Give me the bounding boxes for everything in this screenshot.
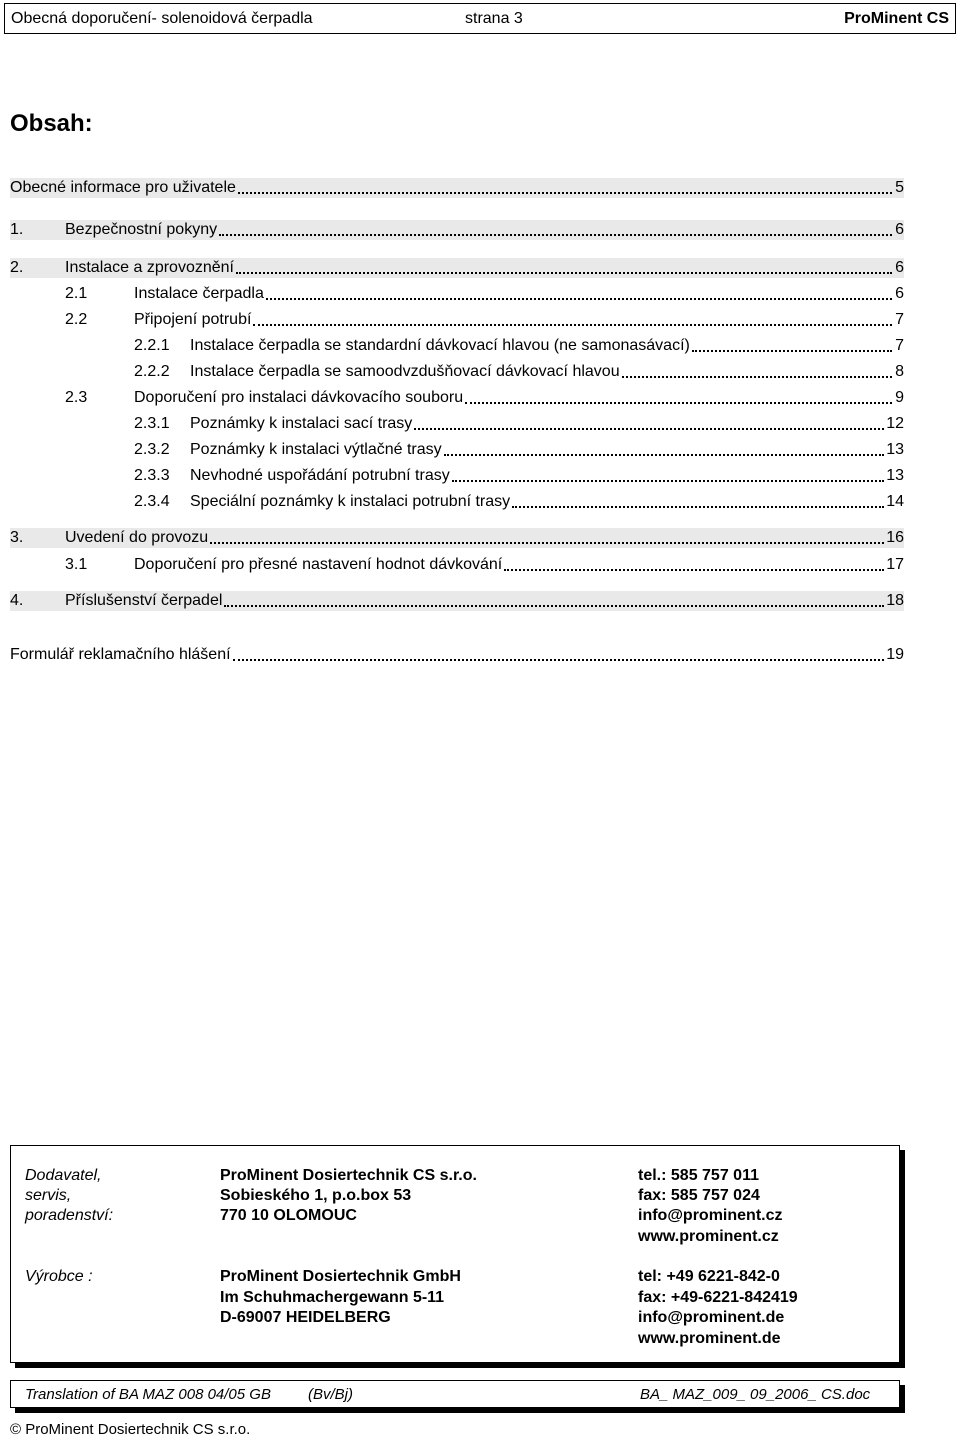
header-title: Obecná doporučení- solenoidová čerpadla	[11, 9, 313, 27]
toc-entry-number: 2.3.3	[134, 467, 170, 484]
contact-box	[10, 1145, 900, 1363]
toc-entry-page: 13	[886, 467, 904, 484]
toc-entry-number: 2.2	[65, 311, 88, 328]
toc-entry[interactable]	[10, 492, 904, 512]
toc-entry-number: 2.3.4	[134, 493, 170, 510]
toc-entry-label: Nevhodné uspořádání potrubní trasy	[190, 467, 450, 484]
maker-name: ProMinent Dosiertechnik GmbH	[220, 1268, 461, 1285]
toc-leader-dots	[692, 338, 892, 352]
toc-entry-number: 4.	[10, 592, 24, 609]
toc-entry[interactable]	[10, 388, 904, 408]
toc-entry-page: 16	[886, 529, 904, 546]
supplier-name: ProMinent Dosiertechnik CS s.r.o.	[220, 1167, 477, 1184]
supplier-label: servis,	[25, 1187, 72, 1204]
toc-entry-label: Bezpečnostní pokyny	[65, 221, 218, 238]
toc-entry-number: 2.3.1	[134, 415, 170, 432]
toc-entry-page: 9	[895, 389, 904, 406]
toc-entry-number: 2.2.2	[134, 363, 170, 380]
toc-leader-dots	[414, 416, 884, 430]
toc-entry-page: 18	[886, 592, 904, 609]
toc-leader-dots	[253, 312, 892, 326]
toc-leader-dots	[224, 593, 884, 607]
maker-web[interactable]: www.prominent.de	[638, 1330, 781, 1347]
toc-entry[interactable]	[10, 362, 904, 382]
supplier-tel: tel.: 585 757 011	[638, 1167, 759, 1184]
toc-entry[interactable]	[10, 414, 904, 434]
translation-authors: (Bv/Bj)	[308, 1385, 353, 1403]
toc-entry-label: Instalace čerpadla se standardní dávkovací hlavou (ne samonasávací)	[190, 337, 690, 354]
toc-entry-page: 19	[886, 646, 904, 663]
toc-entry[interactable]	[10, 310, 904, 330]
toc-entry[interactable]	[10, 258, 904, 278]
toc-entry-number: 2.	[10, 259, 24, 276]
translation-source: Translation of BA MAZ 008 04/05 GB	[25, 1385, 271, 1403]
toc-entry-label: Speciální poznámky k instalaci potrubní trasy	[190, 493, 511, 510]
toc-entry[interactable]	[10, 284, 904, 304]
toc-leader-dots	[444, 442, 885, 456]
toc-entry-page: 6	[895, 259, 904, 276]
toc-entry-label: Příslušenství čerpadel	[65, 592, 223, 609]
toc-entry-number: 3.1	[65, 556, 88, 573]
toc-leader-dots	[465, 390, 892, 404]
toc-entry[interactable]	[10, 440, 904, 460]
toc-entry-label: Instalace a zprovoznění	[65, 259, 234, 276]
toc-entry-label: Formulář reklamačního hlášení	[10, 646, 231, 663]
toc-entry[interactable]	[10, 555, 904, 575]
maker-street: Im Schuhmachergewann 5-11	[220, 1289, 445, 1306]
toc-entry-label: Instalace čerpadla	[134, 285, 264, 302]
toc-heading: Obsah:	[10, 110, 93, 137]
maker-email[interactable]: info@prominent.de	[638, 1309, 785, 1326]
translation-filename: BA_ MAZ_009_ 09_2006_ CS.doc	[640, 1385, 871, 1403]
toc-leader-dots	[238, 180, 892, 194]
copyright: © ProMinent Dosiertechnik CS s.r.o.	[10, 1421, 251, 1438]
toc-entry-number: 1.	[10, 221, 24, 238]
toc-entry-page: 13	[886, 441, 904, 458]
toc-leader-dots	[266, 286, 892, 300]
toc-entry-page: 8	[895, 363, 904, 380]
toc-entry-number: 2.1	[65, 285, 88, 302]
toc-leader-dots	[236, 260, 892, 274]
toc-leader-dots	[452, 468, 884, 482]
toc-entry-label: Instalace čerpadla se samoodvzdušňovací dávkovací hlavou	[190, 363, 620, 380]
toc-entry[interactable]	[10, 591, 904, 611]
toc-entry-label: Uvedení do provozu	[65, 529, 209, 546]
toc-entry[interactable]	[10, 220, 904, 240]
toc-entry-page: 5	[895, 179, 904, 196]
toc-entry[interactable]	[10, 528, 904, 548]
toc-leader-dots	[512, 494, 884, 508]
toc-entry-number: 3.	[10, 529, 24, 546]
maker-fax: fax: +49-6221-842419	[638, 1289, 798, 1306]
toc-entry-page: 7	[895, 311, 904, 328]
translation-box	[10, 1380, 900, 1408]
page-header	[4, 3, 956, 34]
header-page-number: strana 3	[465, 9, 523, 27]
supplier-email[interactable]: info@prominent.cz	[638, 1207, 783, 1224]
toc-entry-label: Poznámky k instalaci sací trasy	[190, 415, 413, 432]
toc-entry-label: Obecné informace pro uživatele	[10, 179, 236, 196]
toc-entry[interactable]	[10, 336, 904, 356]
toc-entry[interactable]	[10, 466, 904, 486]
toc-entry[interactable]	[10, 178, 904, 198]
header-brand: ProMinent CS	[844, 9, 949, 27]
toc-entry-page: 17	[886, 556, 904, 573]
supplier-city: 770 10 OLOMOUC	[220, 1207, 357, 1224]
toc-entry-page: 6	[895, 221, 904, 238]
toc-leader-dots	[504, 557, 884, 571]
supplier-label: poradenství:	[25, 1207, 114, 1224]
supplier-fax: fax: 585 757 024	[638, 1187, 760, 1204]
toc-entry-number: 2.3	[65, 389, 88, 406]
toc-leader-dots	[210, 530, 884, 544]
toc-entry-number: 2.3.2	[134, 441, 170, 458]
toc-entry-page: 6	[895, 285, 904, 302]
maker-label: Výrobce :	[25, 1268, 93, 1285]
maker-tel: tel: +49 6221-842-0	[638, 1268, 780, 1285]
toc-entry-page: 7	[895, 337, 904, 354]
toc-entry[interactable]	[10, 645, 904, 665]
supplier-street: Sobieského 1, p.o.box 53	[220, 1187, 412, 1204]
maker-city: D-69007 HEIDELBERG	[220, 1309, 391, 1326]
toc-leader-dots	[219, 222, 892, 236]
toc-entry-page: 14	[886, 493, 904, 510]
supplier-web[interactable]: www.prominent.cz	[638, 1228, 779, 1245]
toc-entry-label: Připojení potrubí	[134, 311, 252, 328]
supplier-label: Dodavatel,	[25, 1167, 102, 1184]
toc-leader-dots	[622, 364, 892, 378]
toc-entry-number: 2.2.1	[134, 337, 170, 354]
toc-entry-label: Doporučení pro přesné nastavení hodnot dávkování	[134, 556, 503, 573]
toc-leader-dots	[233, 647, 885, 661]
toc-entry-page: 12	[886, 415, 904, 432]
toc-entry-label: Poznámky k instalaci výtlačné trasy	[190, 441, 442, 458]
toc-entry-label: Doporučení pro instalaci dávkovacího souboru	[134, 389, 464, 406]
